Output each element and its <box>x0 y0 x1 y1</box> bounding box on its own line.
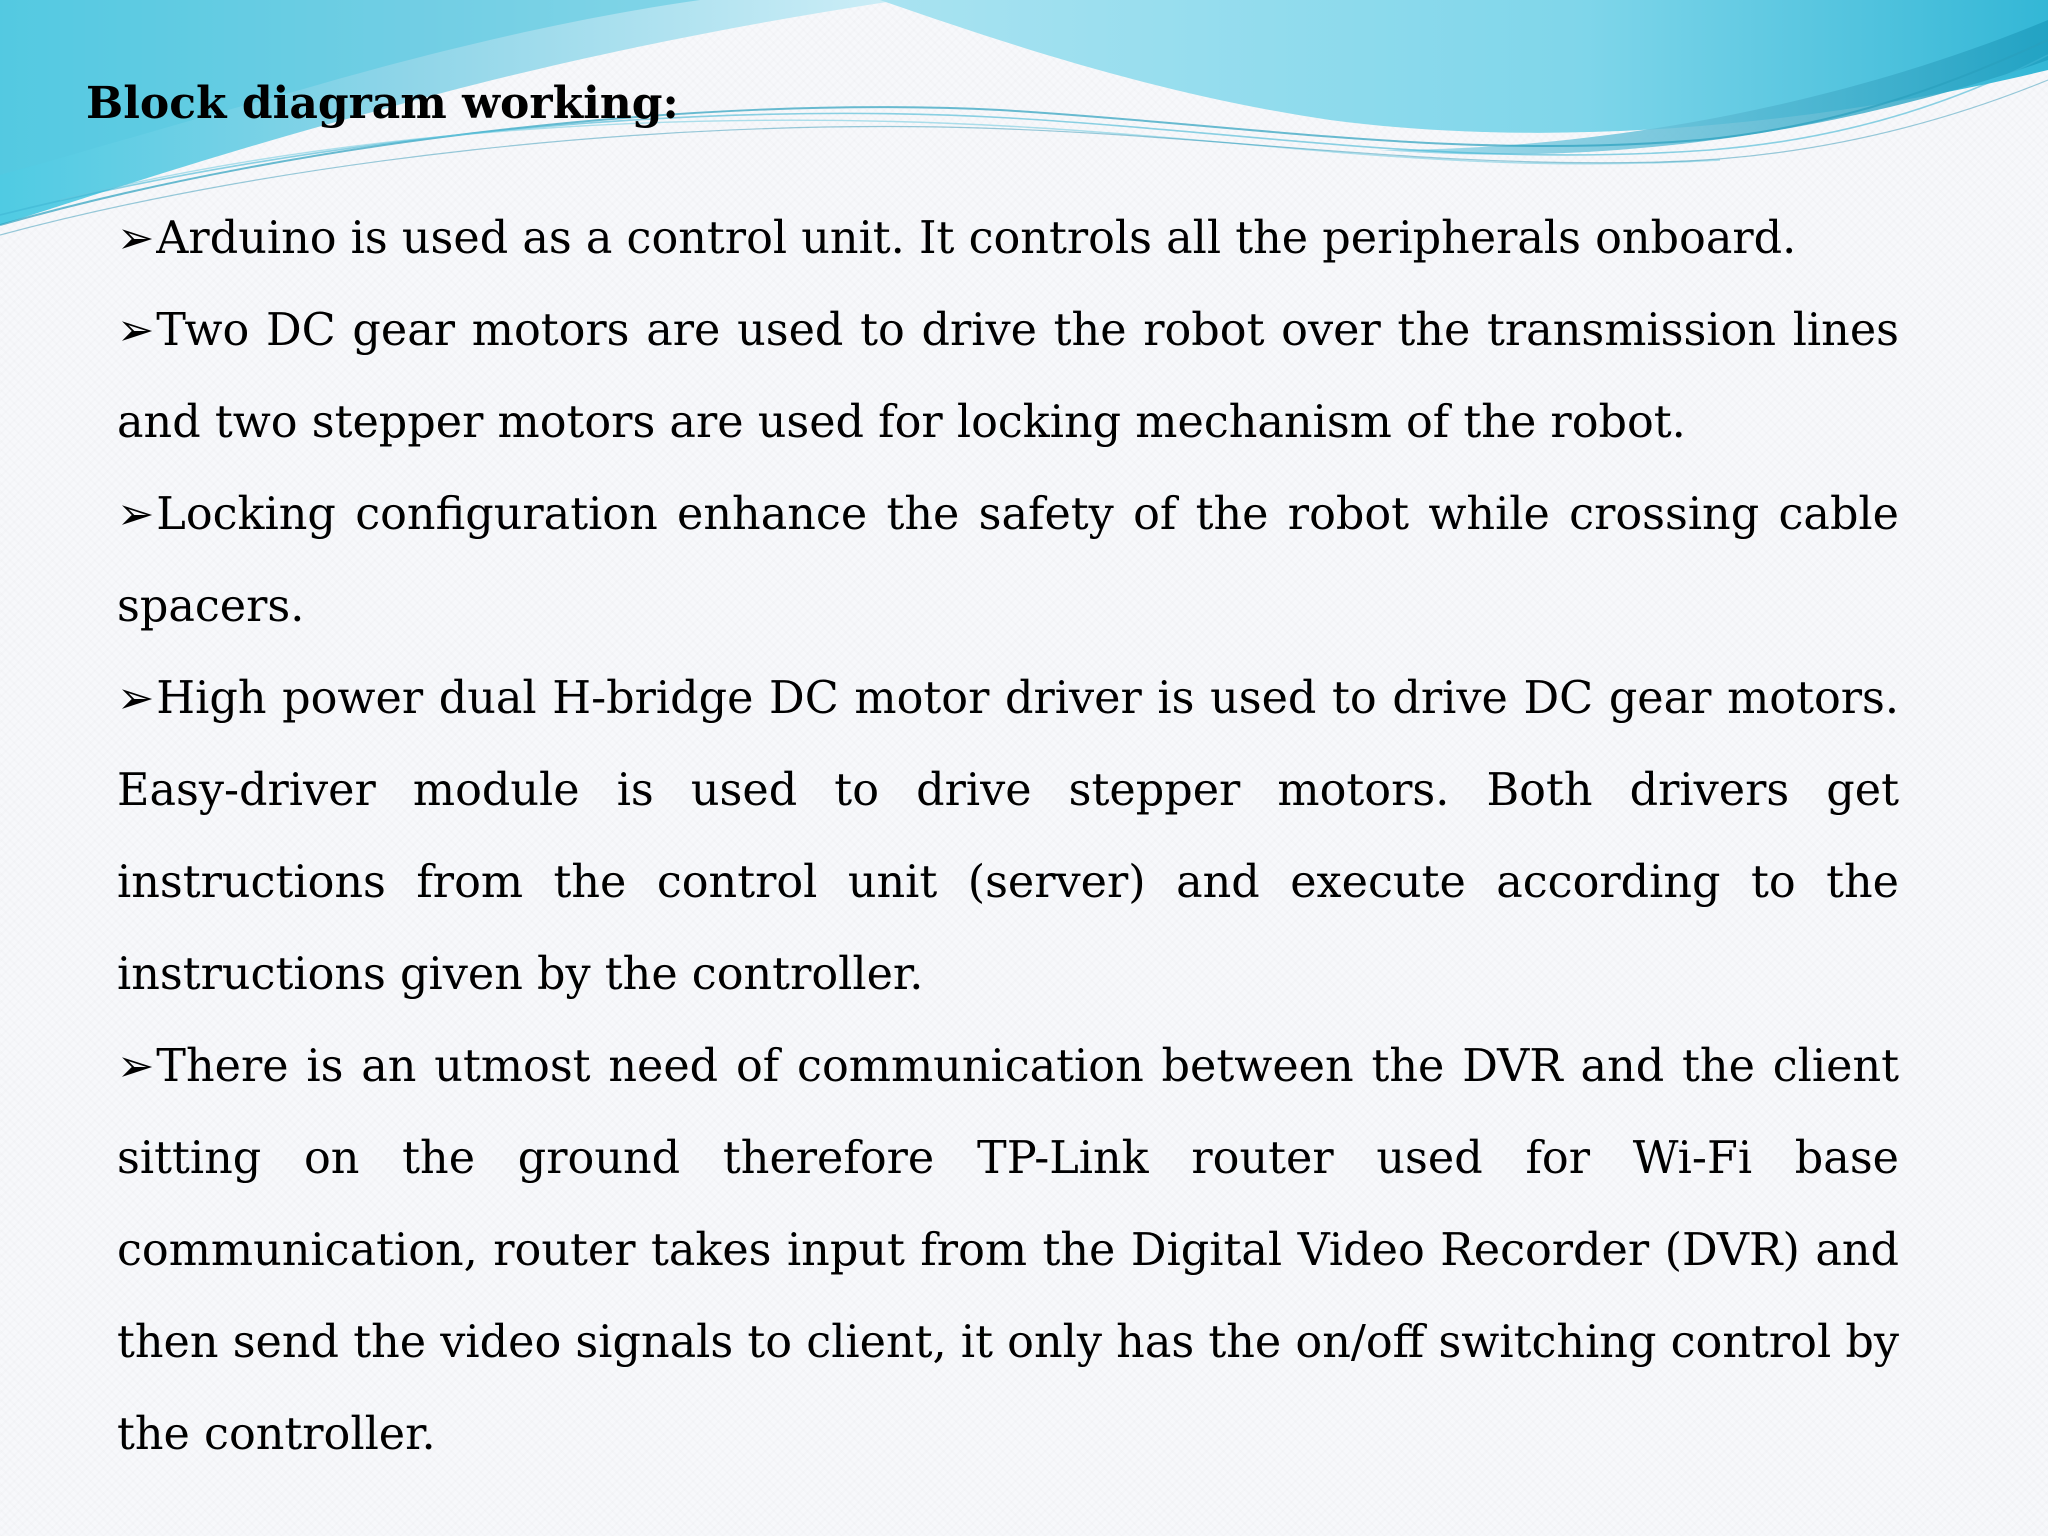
bullet-item <box>117 469 1899 653</box>
arrowhead-bullet-icon: ➢ <box>117 213 155 264</box>
bullet-item <box>117 653 1899 1021</box>
bullet-text: Two DC gear motors are used to drive the robot over the transmission lines and two stepper motors are used for locking mechanism of the robot. <box>117 305 1899 448</box>
arrowhead-bullet-icon: ➢ <box>117 305 155 356</box>
bullet-item <box>117 193 1899 285</box>
bullet-item <box>117 285 1899 469</box>
arrowhead-bullet-icon: ➢ <box>117 673 155 724</box>
arrowhead-bullet-icon: ➢ <box>117 489 155 540</box>
bullet-text: High power dual H-bridge DC motor driver is used to drive DC gear motors. Easy-driver module is used to drive stepper motors. Both drivers get instructions from the control unit (server) and execute according to the instructions given by the controller. <box>117 673 1899 1000</box>
bullet-text: There is an utmost need of communication between the DVR and the client sitting on the ground therefore TP-Link router used for Wi-Fi base communication, router takes input from the Digital Video Recorder (DVR) and then send the video signals to client, it only has the on/off switching control by the controller. <box>117 1041 1899 1460</box>
slide-title: Block diagram working: <box>86 78 679 129</box>
bullet-item <box>117 1021 1899 1481</box>
bullet-list <box>117 193 1899 1481</box>
bullet-text: Locking configuration enhance the safety of the robot while crossing cable spacers. <box>117 489 1899 632</box>
arrowhead-bullet-icon: ➢ <box>117 1041 155 1092</box>
bullet-text: Arduino is used as a control unit. It controls all the peripherals onboard. <box>156 213 1797 264</box>
